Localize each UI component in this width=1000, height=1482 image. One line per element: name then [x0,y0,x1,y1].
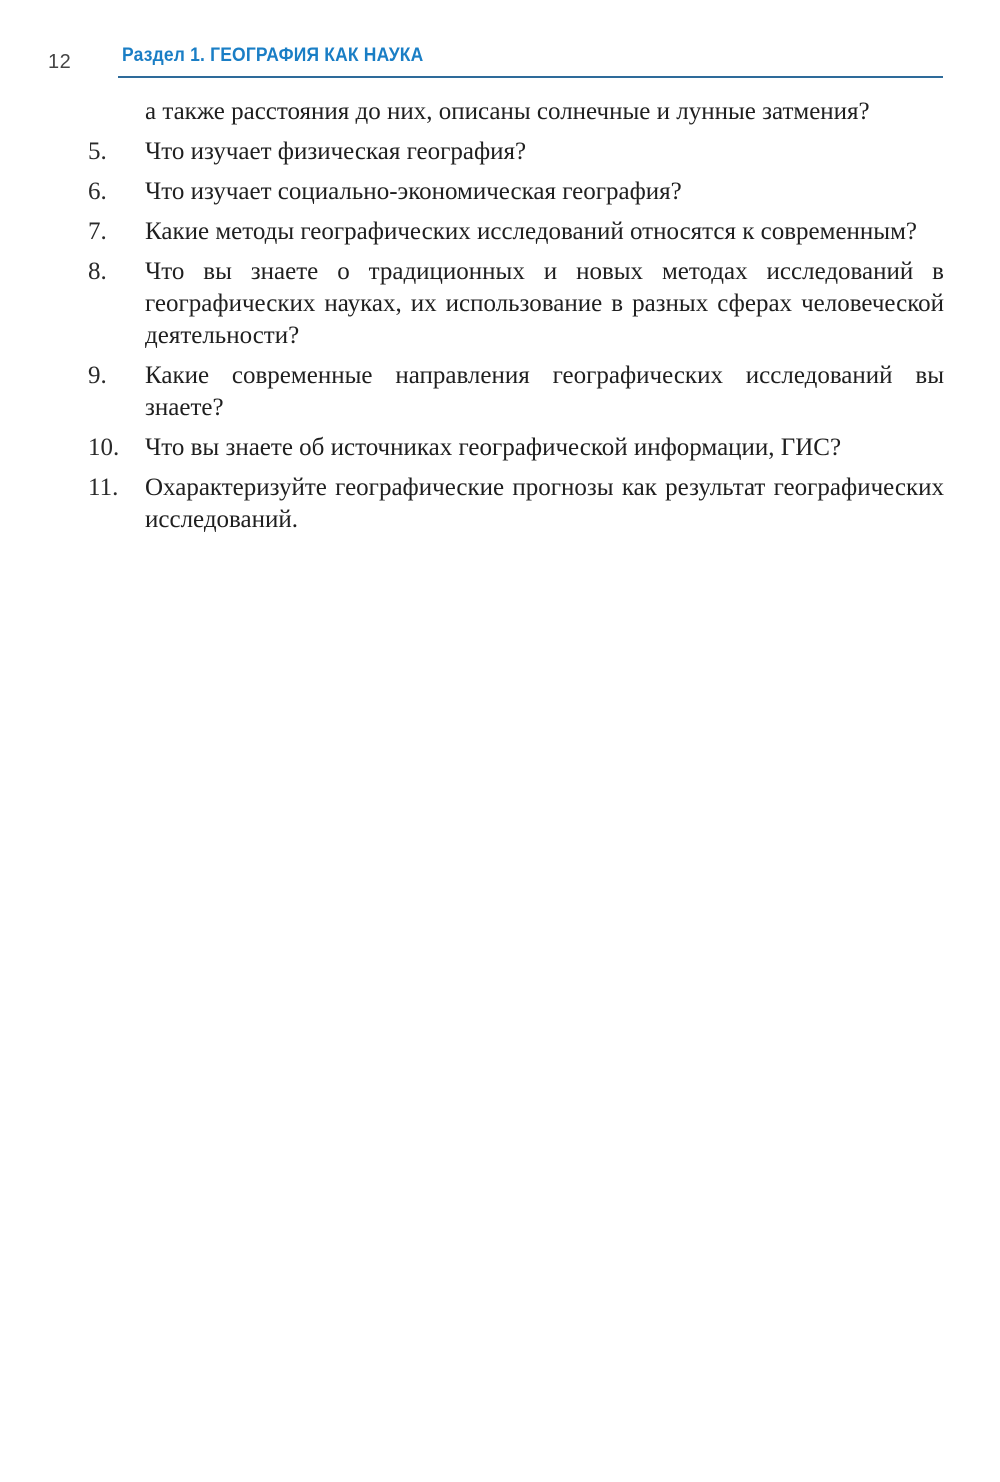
question-number: 11. [88,474,119,501]
header-rule [118,76,943,78]
question-item-8 [88,256,944,352]
question-text: Что вы знаете о традиционных и новых методах исследований в географических науках, их использование в разных сферах человеческой деятельности? [145,258,944,349]
question-item-10 [88,432,944,464]
question-number: 8. [88,258,107,285]
question-item-11 [88,472,944,536]
question-text: Что изучает социально-экономическая география? [145,178,682,205]
question-text: Что вы знаете об источниках географической информации, ГИС? [145,434,842,461]
question-text: Охарактеризуйте географические прогнозы как результат географических исследований. [145,474,944,533]
question-text: Какие методы географических исследований относятся к современным? [145,218,918,245]
question-item-9 [88,360,944,424]
questions-block [88,96,944,544]
question-number: 6. [88,178,107,205]
question-text: Какие современные направления географических исследований вы знаете? [145,362,944,421]
question-item-7 [88,216,944,248]
question-item-6 [88,176,944,208]
continued-question-text: а также расстояния до них, описаны солнечные и лунные затмения? [145,98,870,125]
running-head [40,40,943,82]
question-number: 7. [88,218,107,245]
question-item-5 [88,136,944,168]
section-title: Раздел 1. ГЕОГРАФИЯ КАК НАУКА [122,45,424,66]
question-number: 10. [88,434,120,461]
question-number: 9. [88,362,107,389]
question-number: 5. [88,138,107,165]
question-text: Что изучает физическая география? [145,138,527,165]
page-number: 12 [48,51,72,73]
